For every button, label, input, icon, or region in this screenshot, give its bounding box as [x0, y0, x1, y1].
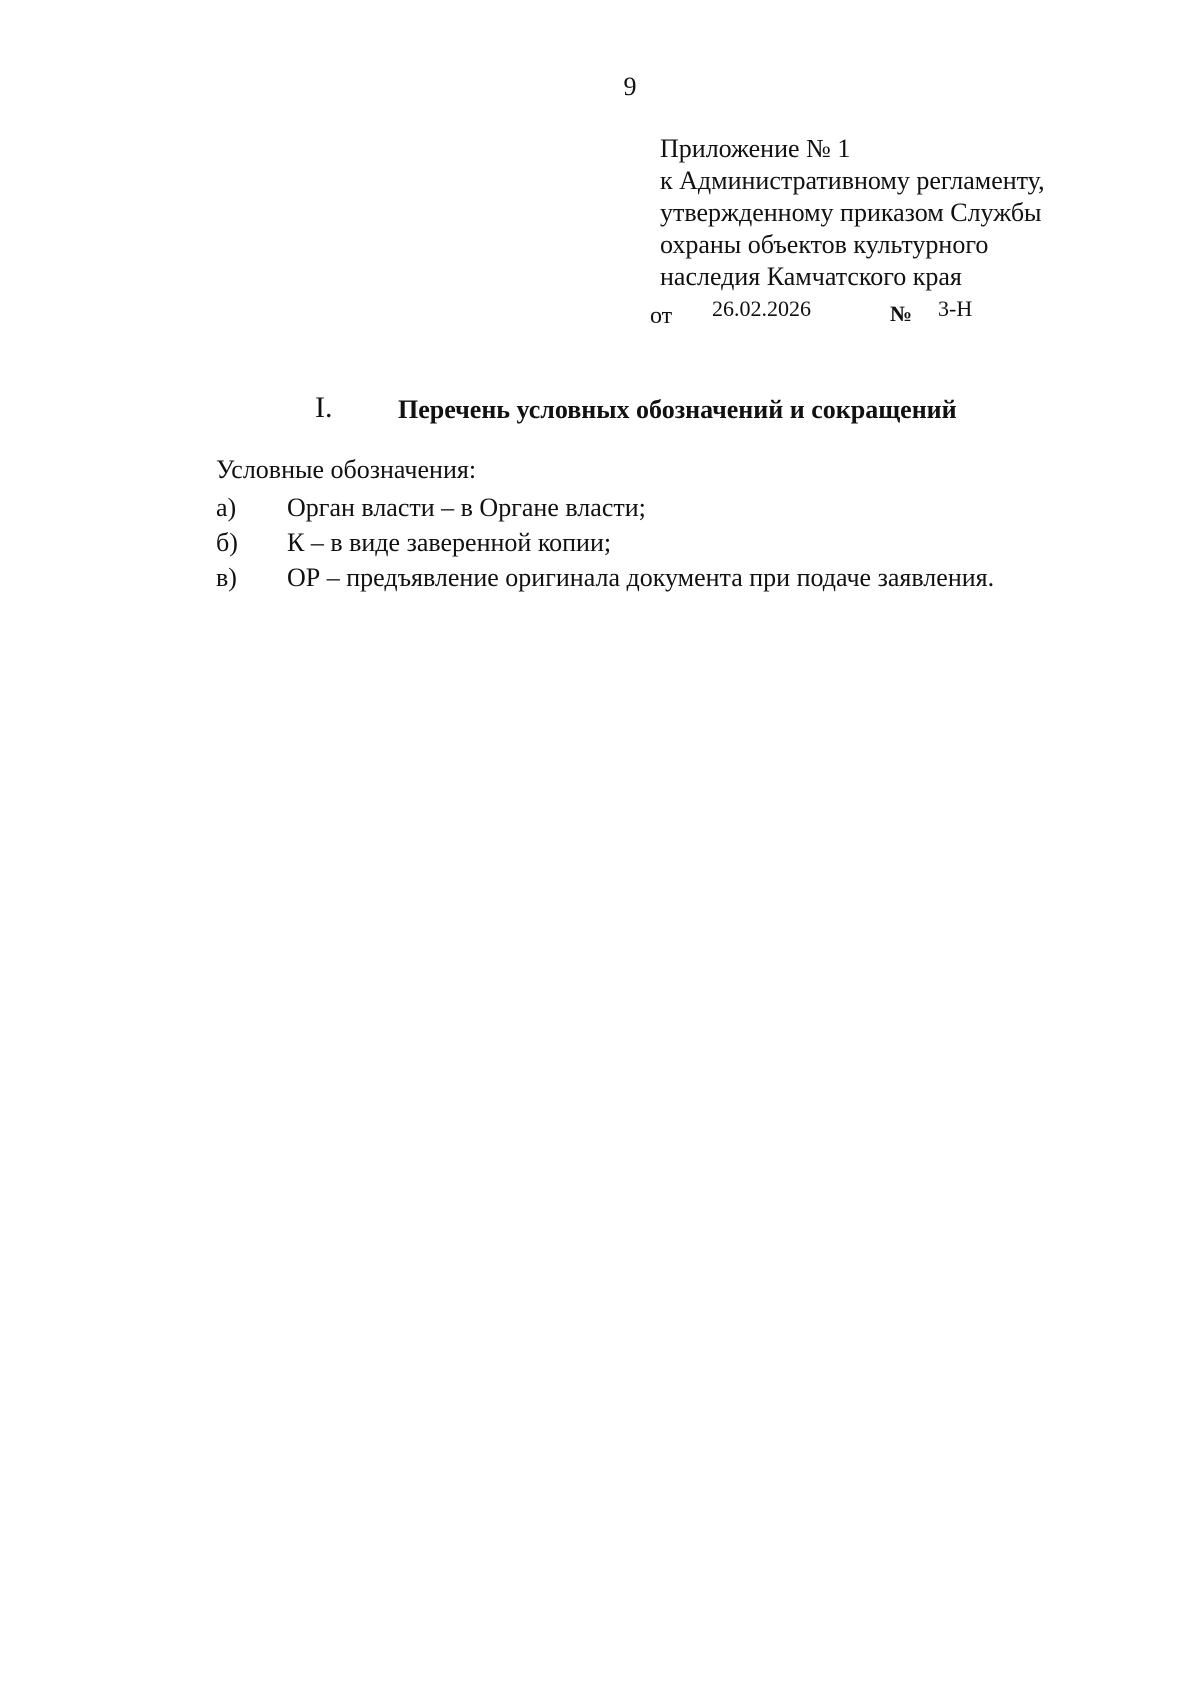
section-title: Перечень условных обозначений и сокращений [398, 395, 957, 424]
appendix-line-regulation: к Административному регламенту, [660, 166, 1045, 195]
legend-item-text: ОР – предъявление оригинала документа при подаче заявления. [287, 563, 995, 592]
page-number: 9 [623, 72, 637, 101]
appendix-line-approved: утвержденному приказом Службы [660, 198, 1042, 227]
appendix-line-title: Приложение № 1 [660, 134, 851, 163]
appendix-line-region: наследия Камчатского края [660, 262, 962, 291]
appendix-block [660, 133, 1045, 293]
appendix-line-service: охраны объектов культурного [660, 230, 989, 259]
legend-item-marker: в) [216, 563, 237, 592]
legend-item-text: Орган власти – в Органе власти; [287, 493, 646, 522]
legend-item-text: К – в виде заверенной копии; [287, 528, 612, 557]
order-number-sign: № [890, 301, 913, 326]
legend-item-marker: б) [216, 528, 238, 557]
legend-item-marker: а) [216, 493, 237, 522]
legend-intro: Условные обозначения: [216, 455, 477, 484]
order-from-label: от [650, 303, 673, 329]
section-roman-numeral: I. [315, 391, 333, 424]
order-number: 3-Н [938, 296, 973, 321]
order-date: 26.02.2026 [712, 296, 811, 321]
